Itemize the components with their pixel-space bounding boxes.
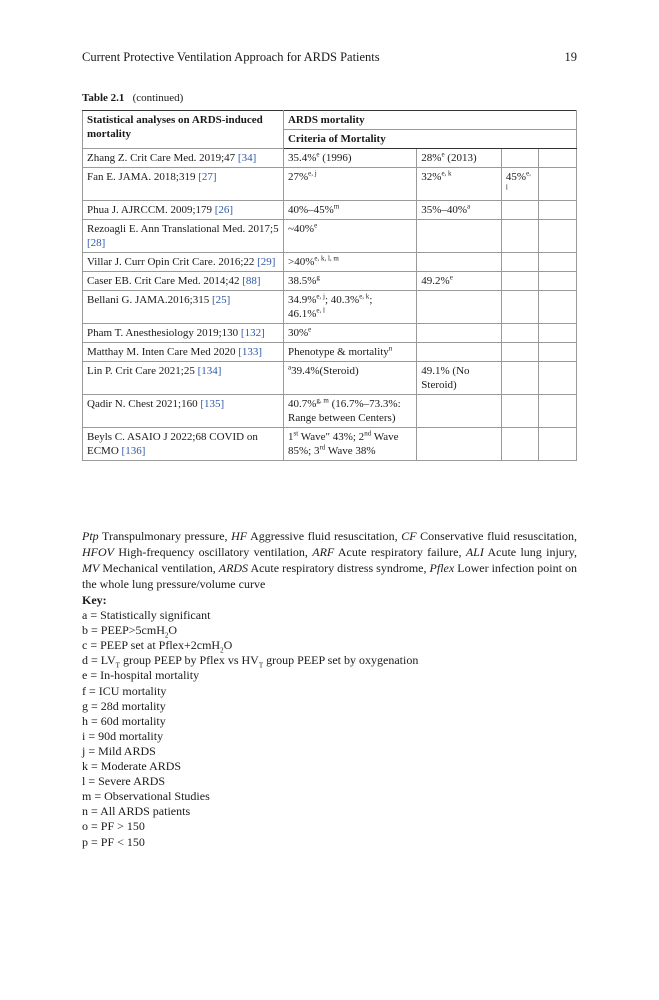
- value-cell: [538, 272, 576, 291]
- reference-link[interactable]: [28]: [87, 237, 106, 249]
- value-cell: [417, 428, 502, 461]
- key-item: l = Severe ARDS: [82, 774, 166, 789]
- value-cell: [538, 149, 576, 168]
- value-cell: [417, 291, 502, 324]
- running-title: Current Protective Ventilation Approach for ARDS Patients: [82, 50, 380, 64]
- value-cell: 49.1% (No Steroid): [417, 362, 502, 395]
- value-cell: [501, 272, 538, 291]
- table-caption: [82, 92, 183, 104]
- value-cell: 35%–40%$^a$: [417, 201, 502, 220]
- reference-link[interactable]: [29]: [257, 256, 276, 268]
- study-cell: Pham T. Anesthesiology 2019;130 [132]: [83, 324, 284, 343]
- col-header-ards-mortality: ARDS mortality: [283, 111, 576, 130]
- mortality-table: [82, 110, 577, 461]
- value-cell: [501, 324, 538, 343]
- table-row: [83, 343, 577, 362]
- value-cell: 40.7%$^{g, m}$ (16.7%–73.3%: Range between Centers): [283, 395, 416, 428]
- key-item: g = 28d mortality: [82, 698, 166, 713]
- table-row: [83, 324, 577, 343]
- value-cell: [417, 324, 502, 343]
- reference-link[interactable]: [34]: [237, 152, 257, 164]
- key-title: Key:: [82, 593, 107, 607]
- key-item: m = Observational Studies: [82, 789, 210, 804]
- table-row: [83, 220, 577, 253]
- value-cell: $^a$39.4%(Steroid): [283, 362, 416, 395]
- value-cell: 30%$^e$: [283, 324, 416, 343]
- value-cell: [538, 324, 576, 343]
- table-row: [83, 168, 577, 201]
- value-cell: 40%–45%$^m$: [283, 201, 416, 220]
- table-caption-note: (continued): [132, 92, 184, 104]
- value-cell: 32%$^{e, k}$: [417, 168, 502, 201]
- value-cell: 27%$^{e, j}$: [283, 168, 416, 201]
- value-cell: ~40%$^e$: [283, 220, 416, 253]
- key-item: a = Statistically significant: [82, 608, 211, 623]
- value-cell: [501, 220, 538, 253]
- table-row: [83, 272, 577, 291]
- study-cell: Caser EB. Crit Care Med. 2014;42 [88]: [83, 272, 284, 291]
- value-cell: [501, 149, 538, 168]
- study-cell: Lin P. Crit Care 2021;25 [134]: [83, 362, 284, 395]
- col-header-criteria: Criteria of Mortality: [283, 130, 576, 149]
- reference-link[interactable]: [88]: [242, 275, 261, 287]
- key-item: i = 90d mortality: [82, 728, 164, 743]
- study-cell: Qadir N. Chest 2021;160 [135]: [83, 395, 284, 428]
- table-row: [83, 362, 577, 395]
- value-cell: [501, 362, 538, 395]
- value-cell: [538, 168, 576, 201]
- key-item: k = Moderate ARDS: [82, 759, 182, 774]
- value-cell: 28%$^e$ (2013): [417, 149, 502, 168]
- value-cell: >40%$^{e, k, l, m}$: [283, 253, 416, 272]
- key-item: $d = LV_T$ group PEEP by Pflex vs $HV_T$ group PEEP set by oxygenation: [82, 653, 419, 670]
- value-cell: [501, 291, 538, 324]
- value-cell: [538, 428, 576, 461]
- value-cell: [417, 343, 502, 362]
- running-header: [82, 50, 577, 70]
- key-item: c = PEEP set at Pflex+2cmH$_2$O: [82, 638, 233, 655]
- value-cell: [538, 220, 576, 253]
- value-cell: [501, 343, 538, 362]
- value-cell: [417, 395, 502, 428]
- col-header-statistical-analyses: Statistical analyses on ARDS-induced mortality: [83, 111, 284, 149]
- value-cell: 38.5%$^g$: [283, 272, 416, 291]
- page-number: 19: [564, 50, 577, 64]
- value-cell: 45%$^{e, l}$: [501, 168, 538, 201]
- key-item: h = 60d mortality: [82, 713, 166, 728]
- value-cell: 34.9%$^{e, j}$; 40.3%$^{e, k}$; 46.1%$^{e, l}$: [283, 291, 416, 324]
- key-item: p = PF < 150: [82, 834, 145, 849]
- study-cell: Rezoagli E. Ann Translational Med. 2017;5 [28]: [83, 220, 284, 253]
- table-header-row: [83, 111, 577, 130]
- key-item: e = In-hospital mortality: [82, 668, 200, 683]
- table-row: [83, 428, 577, 461]
- value-cell: 49.2%$^e$: [417, 272, 502, 291]
- study-cell: Bellani G. JAMA.2016;315 [25]: [83, 291, 284, 324]
- value-cell: [538, 362, 576, 395]
- value-cell: 35.4%$^e$ (1996): [283, 149, 416, 168]
- value-cell: [538, 201, 576, 220]
- reference-link[interactable]: [25]: [211, 294, 231, 306]
- value-cell: [538, 291, 576, 324]
- study-cell: Phua J. AJRCCM. 2009;179 [26]: [83, 201, 284, 220]
- reference-link[interactable]: [26]: [214, 204, 234, 216]
- value-cell: [538, 343, 576, 362]
- table-label: Table 2.1: [82, 92, 125, 104]
- key-item: o = PF > 150: [82, 819, 145, 834]
- study-cell: Beyls C. ASAIO J 2022;68 COVID on ECMO [136]: [83, 428, 284, 461]
- value-cell: 1st Wave" 43%; 2nd Wave 85%; 3rd Wave 38%: [283, 428, 416, 461]
- reference-link[interactable]: [136]: [121, 445, 146, 457]
- table-row: [83, 291, 577, 324]
- table-row: [83, 149, 577, 168]
- value-cell: [501, 395, 538, 428]
- value-cell: [417, 253, 502, 272]
- reference-link[interactable]: [134]: [197, 365, 222, 377]
- value-cell: [501, 428, 538, 461]
- value-cell: [417, 220, 502, 253]
- value-cell: [538, 253, 576, 272]
- key-legend: [82, 593, 418, 850]
- reference-link[interactable]: [27]: [198, 171, 217, 183]
- table-row: [83, 253, 577, 272]
- table-row: [83, 395, 577, 428]
- study-cell: Fan E. JAMA. 2018;319 [27]: [83, 168, 284, 201]
- abbreviations-footnote: Ptp Transpulmonary pressure, HF Aggressive fluid resuscitation, CF Conservative fluid resuscitation, HFOV High-frequency oscillatory ventilation, ARF Acute respiratory failure, ALI Acute lung injury, MV Mechanical ventilation, ARDS Acute respiratory distress syndrome, Pflex Lower infection point on the whole lung pressure/volume curve: [82, 529, 577, 591]
- key-item: f = ICU mortality: [82, 683, 167, 698]
- reference-link[interactable]: [132]: [240, 327, 265, 339]
- study-cell: Villar J. Curr Opin Crit Care. 2016;22 [29]: [83, 253, 284, 272]
- value-cell: [538, 395, 576, 428]
- value-cell: Phenotype & mortality$^n$: [283, 343, 416, 362]
- value-cell: [501, 253, 538, 272]
- key-item: b = PEEP>5cmH$_2$O: [82, 623, 178, 640]
- table-row: [83, 201, 577, 220]
- reference-link[interactable]: [135]: [200, 398, 225, 410]
- key-item: n = All ARDS patients: [82, 804, 191, 819]
- reference-link[interactable]: [133]: [238, 346, 263, 358]
- study-cell: Matthay M. Inten Care Med 2020 [133]: [83, 343, 284, 362]
- value-cell: [501, 201, 538, 220]
- study-cell: Zhang Z. Crit Care Med. 2019;47 [34]: [83, 149, 284, 168]
- key-item: j = Mild ARDS: [82, 743, 156, 758]
